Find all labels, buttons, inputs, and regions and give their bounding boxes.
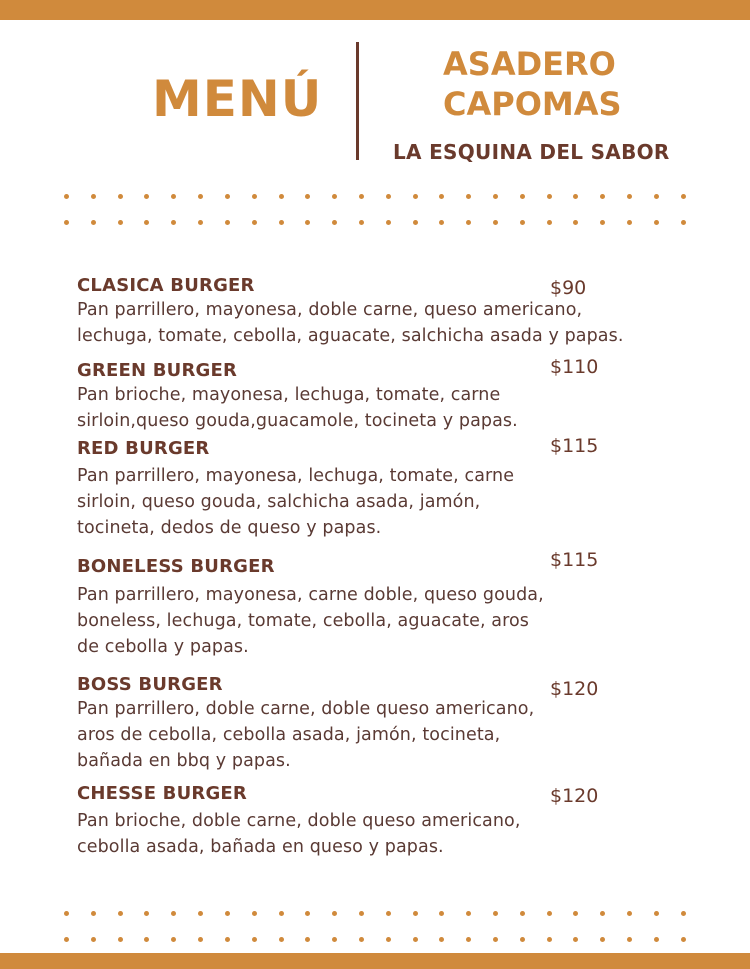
desc-line: cebolla asada, bañada en queso y papas. [77,837,444,857]
decorative-dot [573,194,578,199]
decorative-dot [305,194,310,199]
decorative-dot [573,911,578,916]
decorative-dot [493,911,498,916]
decorative-dot [413,194,418,199]
item-name: BONELESS BURGER [77,556,275,577]
decorative-dot [144,220,149,225]
decorative-dot [439,194,444,199]
dot-row [64,900,686,926]
top-border-bar [0,0,750,20]
decorative-dot [171,194,176,199]
decorative-dot [386,937,391,942]
decorative-dot [359,911,364,916]
decorative-dot [627,220,632,225]
decorative-dot [359,937,364,942]
decorative-dot [144,937,149,942]
menu-item [77,783,697,860]
decorative-dot [573,937,578,942]
decorative-dot [413,937,418,942]
decorative-dot [493,194,498,199]
decorative-dot [573,220,578,225]
decorative-dot [439,937,444,942]
decorative-dot [332,911,337,916]
desc-line: de cebolla y papas. [77,637,249,657]
desc-line: sirloin,queso gouda,guacamole, tocineta y papas. [77,411,518,431]
decorative-dot [493,937,498,942]
decorative-dot [118,194,123,199]
item-price: $90 [550,277,587,299]
decorative-dot [252,194,257,199]
decorative-dot [171,937,176,942]
decorative-dot [198,937,203,942]
decorative-dot [225,220,230,225]
menu-item [77,275,697,349]
decorative-dot [466,937,471,942]
desc-line: Pan parrillero, mayonesa, lechuga, tomate, carne [77,466,515,486]
item-description [77,463,697,541]
decorative-dot [225,194,230,199]
item-price: $115 [550,549,599,571]
decorative-dot [305,220,310,225]
dot-pattern-top [64,183,686,235]
decorative-dot [279,220,284,225]
decorative-dot [627,911,632,916]
menu-title: MENÚ [152,70,323,128]
item-price: $115 [550,435,599,457]
desc-line: tocineta, dedos de queso y papas. [77,518,382,538]
decorative-dot [547,937,552,942]
dot-row [64,209,686,235]
decorative-dot [64,220,69,225]
desc-line: Pan brioche, mayonesa, lechuga, tomate, carne [77,385,501,405]
decorative-dot [64,911,69,916]
desc-line: Pan brioche, doble carne, doble queso americano, [77,811,521,831]
decorative-dot [386,911,391,916]
decorative-dot [225,911,230,916]
menu-item [77,674,697,774]
decorative-dot [600,220,605,225]
decorative-dot [439,911,444,916]
decorative-dot [198,911,203,916]
decorative-dot [144,194,149,199]
dot-row [64,183,686,209]
item-description [77,582,697,660]
decorative-dot [466,194,471,199]
decorative-dot [520,911,525,916]
decorative-dot [252,937,257,942]
desc-line: lechuga, tomate, cebolla, aguacate, salchicha asada y papas. [77,326,624,346]
decorative-dot [252,911,257,916]
item-description [77,808,697,860]
decorative-dot [386,220,391,225]
decorative-dot [654,220,659,225]
decorative-dot [91,911,96,916]
decorative-dot [627,937,632,942]
decorative-dot [520,220,525,225]
decorative-dot [198,194,203,199]
decorative-dot [91,220,96,225]
decorative-dot [520,194,525,199]
brand-line-1: ASADERO [443,45,616,83]
decorative-dot [225,937,230,942]
desc-line: Pan parrillero, mayonesa, carne doble, queso gouda, [77,585,544,605]
dot-pattern-bottom [64,900,686,952]
decorative-dot [332,220,337,225]
decorative-dot [466,911,471,916]
decorative-dot [413,911,418,916]
decorative-dot [332,937,337,942]
decorative-dot [91,937,96,942]
decorative-dot [600,194,605,199]
item-name: GREEN BURGER [77,360,238,381]
desc-line: sirloin, queso gouda, salchicha asada, jamón, [77,492,481,512]
menu-item [77,356,697,434]
decorative-dot [279,937,284,942]
menu-item [77,435,697,541]
decorative-dot [413,220,418,225]
item-price: $120 [550,678,599,700]
item-description [77,382,697,434]
decorative-dot [279,911,284,916]
decorative-dot [547,911,552,916]
decorative-dot [305,911,310,916]
menu-item [77,549,697,660]
desc-line: bañada en bbq y papas. [77,751,291,771]
decorative-dot [681,194,686,199]
tagline: LA ESQUINA DEL SABOR [393,140,670,164]
item-name: CHESSE BURGER [77,783,247,804]
decorative-dot [547,194,552,199]
item-name: CLASICA BURGER [77,275,255,296]
decorative-dot [681,937,686,942]
decorative-dot [359,220,364,225]
item-description [77,696,697,774]
desc-line: boneless, lechuga, tomate, cebolla, aguacate, aros [77,611,530,631]
decorative-dot [600,911,605,916]
decorative-dot [466,220,471,225]
decorative-dot [64,194,69,199]
decorative-dot [600,937,605,942]
desc-line: Pan parrillero, doble carne, doble queso americano, [77,699,535,719]
decorative-dot [547,220,552,225]
item-price: $110 [550,356,599,378]
decorative-dot [359,194,364,199]
decorative-dot [305,937,310,942]
brand-line-2: CAPOMAS [443,85,622,123]
decorative-dot [332,194,337,199]
item-name: RED BURGER [77,438,210,459]
decorative-dot [681,220,686,225]
brand-name [443,44,622,124]
decorative-dot [171,911,176,916]
decorative-dot [64,937,69,942]
decorative-dot [386,194,391,199]
decorative-dot [91,194,96,199]
decorative-dot [118,937,123,942]
decorative-dot [439,220,444,225]
decorative-dot [654,194,659,199]
decorative-dot [520,937,525,942]
header-divider [356,42,359,160]
decorative-dot [493,220,498,225]
decorative-dot [198,220,203,225]
decorative-dot [627,194,632,199]
item-description [77,297,697,349]
decorative-dot [118,220,123,225]
decorative-dot [279,194,284,199]
decorative-dot [252,220,257,225]
dot-row [64,926,686,952]
decorative-dot [681,911,686,916]
item-price: $120 [550,785,599,807]
decorative-dot [654,937,659,942]
decorative-dot [171,220,176,225]
desc-line: aros de cebolla, cebolla asada, jamón, tocineta, [77,725,501,745]
decorative-dot [118,911,123,916]
desc-line: Pan parrillero, mayonesa, doble carne, queso americano, [77,300,583,320]
decorative-dot [144,911,149,916]
bottom-border-bar [0,953,750,969]
decorative-dot [654,911,659,916]
item-name: BOSS BURGER [77,674,223,695]
